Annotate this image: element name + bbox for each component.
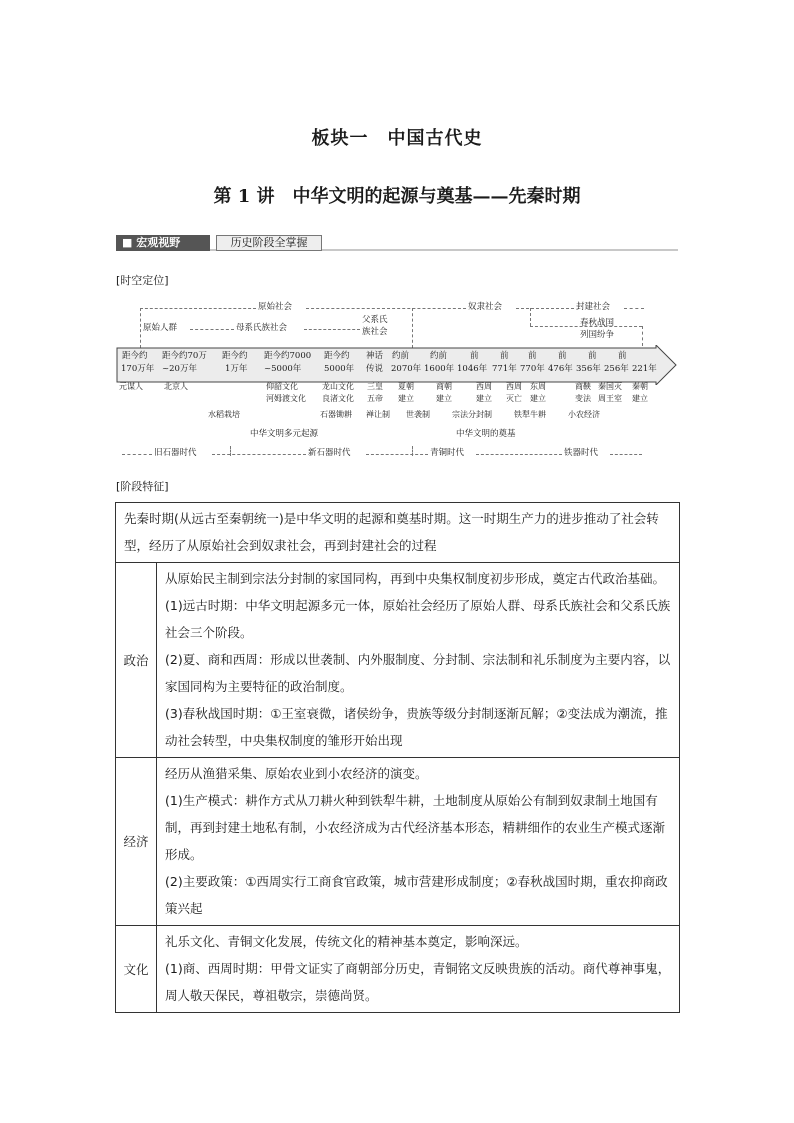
society-primitive: 原始社会 bbox=[258, 302, 293, 312]
society-patriarchal-1: 父系氏 bbox=[362, 315, 388, 325]
table-row bbox=[116, 758, 680, 926]
event-label: 灭亡 bbox=[506, 394, 522, 403]
economy-para: (1)生产模式：耕作方式从刀耕火种到铁犁牛耕，土地制度从原始公有制到奴隶制土地国有制，再到封建土地私有制，小农经济成为古代经济基本形态，精耕细作的农业生产模式逐渐形成。 bbox=[165, 793, 666, 862]
era-bronze: 青铜时代 bbox=[430, 448, 465, 458]
event-label: 建立 bbox=[436, 394, 452, 403]
event-label: 商朝 bbox=[436, 382, 452, 391]
arrow-top-label: 神话 bbox=[366, 351, 384, 361]
table-row bbox=[116, 926, 680, 1013]
section-label: 历史阶段全掌握 bbox=[216, 235, 322, 251]
arrow-top-label: 距今约 bbox=[122, 351, 148, 361]
arrow-top-label: 前 bbox=[558, 351, 567, 361]
arrow-bottom-label: 1046年 bbox=[457, 364, 488, 374]
event-label: 良渚文化 bbox=[322, 394, 354, 403]
arrow-top-label: 约前 bbox=[430, 351, 448, 361]
era-paleolithic: 旧石器时代 bbox=[154, 448, 197, 458]
row-label-culture: 文化 bbox=[116, 926, 157, 1013]
politics-para: 从原始民主制到宗法分封制的家国同构，再到中央集权制度初步形成，奠定古代政治基础。 bbox=[165, 571, 666, 586]
event-label: 建立 bbox=[476, 394, 492, 403]
arrow-top-label: 前 bbox=[588, 351, 597, 361]
section-tag: ■ 宏观视野 bbox=[116, 235, 210, 251]
event-label: 宗法分封制 bbox=[452, 410, 492, 419]
event-label: 夏朝 bbox=[398, 382, 414, 391]
event-label: 五帝 bbox=[367, 394, 383, 403]
event-label: 建立 bbox=[398, 394, 414, 403]
arrow-top-label: 距今约7000 bbox=[264, 351, 312, 361]
features-heading: [阶段特征] bbox=[116, 480, 169, 493]
arrow-bottom-label: 356年 bbox=[576, 364, 601, 374]
civ-foundation: 中华文明的奠基 bbox=[456, 429, 516, 439]
row-label-politics: 政治 bbox=[116, 563, 157, 758]
event-label: 小农经济 bbox=[568, 410, 600, 419]
politics-para: (3)春秋战国时期：①王室衰微，诸侯纷争，贵族等级分封制逐渐瓦解；②变法成为潮流，推动社会转型，中央集权制度的雏形开始出现 bbox=[165, 706, 668, 748]
intro-cell bbox=[116, 503, 680, 563]
politics-para: (2)夏、商和西周：形成以世袭制、内外服制度、分封制、宗法制和礼乐制度为主要内容，以家国同构为主要特征的政治制度。 bbox=[165, 652, 671, 694]
event-label: 北京人 bbox=[164, 382, 188, 391]
intro-text: 先秦时期(从远古至秦朝统一)是中华文明的起源和奠基时期。这一时期生产力的进步推动了社会转型，经历了从原始社会到奴隶社会，再到封建社会的过程 bbox=[124, 511, 659, 553]
arrow-bottom-label: 256年 bbox=[604, 364, 629, 374]
economy-para: (2)主要政策：①西周实行工商食官政策，城市营建形成制度；②春秋战国时期，重农抑商政策兴起 bbox=[165, 874, 668, 916]
event-label: 三皇 bbox=[367, 382, 383, 391]
event-label: 变法 bbox=[575, 394, 591, 403]
culture-para: 礼乐文化、青铜文化发展，传统文化的精神基本奠定，影响深远。 bbox=[165, 934, 528, 949]
arrow-top-label: 距今约 bbox=[222, 351, 248, 361]
arrow-top-label: 前 bbox=[470, 351, 479, 361]
event-label: 铁犁牛耕 bbox=[514, 410, 546, 419]
economy-cell bbox=[157, 758, 680, 926]
arrow-top-label: 距今约70万 bbox=[162, 351, 207, 361]
event-label: 仰韶文化 bbox=[266, 382, 298, 391]
event-label: 西周 bbox=[506, 382, 522, 391]
timeline-heading: [时空定位] bbox=[116, 274, 169, 287]
arrow-bottom-label: 221年 bbox=[632, 364, 657, 374]
event-label: 商鞅 bbox=[575, 382, 591, 391]
arrow-top-label: 距今约 bbox=[324, 351, 350, 361]
arrow-top-label: 前 bbox=[500, 351, 509, 361]
politics-para: (1)远古时期：中华文明起源多元一体，原始社会经历了原始人群、母系氏族社会和父系氏族社会三个阶段。 bbox=[165, 598, 671, 640]
arrow-bottom-label: 1600年 bbox=[424, 364, 455, 374]
arrow-bottom-label: 1万年 bbox=[225, 364, 248, 374]
event-label: 元谋人 bbox=[119, 382, 143, 391]
era-neolithic: 新石器时代 bbox=[308, 448, 351, 458]
event-label: 禅让制 bbox=[366, 410, 390, 419]
politics-cell bbox=[157, 563, 680, 758]
society-feudal: 封建社会 bbox=[576, 302, 611, 312]
culture-para: (1)商、西周时期：甲骨文证实了商朝部分历史，青铜铭文反映贵族的活动。商代尊神事鬼，周人敬天保民，尊祖敬宗，崇德尚贤。 bbox=[165, 961, 671, 1003]
arrow-bottom-label: 2070年 bbox=[391, 364, 422, 374]
event-label: 建立 bbox=[632, 394, 648, 403]
table-row bbox=[116, 503, 680, 563]
event-label: 东周 bbox=[530, 382, 546, 391]
economy-para: 经历从渔猎采集、原始农业到小农经济的演变。 bbox=[165, 766, 428, 781]
society-patriarchal-2: 族社会 bbox=[362, 327, 388, 337]
society-slave: 奴隶社会 bbox=[468, 302, 503, 312]
society-matriarchal: 母系氏族社会 bbox=[236, 323, 288, 333]
arrow-bottom-label: 770年 bbox=[520, 364, 545, 374]
era-iron: 铁器时代 bbox=[564, 448, 599, 458]
event-label: 石器锄耕 bbox=[320, 410, 352, 419]
event-label: 世袭制 bbox=[406, 410, 430, 419]
arrow-bottom-label: 476年 bbox=[548, 364, 573, 374]
event-label: 水稻栽培 bbox=[208, 410, 240, 419]
spring-autumn-1: 春秋战国 bbox=[580, 318, 615, 328]
arrow-bottom-label: 传说 bbox=[366, 364, 384, 374]
civ-origin: 中华文明多元起源 bbox=[250, 429, 319, 439]
event-label: 龙山文化 bbox=[322, 382, 354, 391]
event-label: 秦国灭 bbox=[598, 382, 622, 391]
part-title: 板块一 中国古代史 bbox=[311, 128, 483, 149]
arrow-top-label: 前 bbox=[618, 351, 627, 361]
features-table bbox=[115, 502, 680, 1013]
spring-autumn-2: 列国纷争 bbox=[580, 330, 615, 340]
row-label-economy: 经济 bbox=[116, 758, 157, 926]
arrow-bottom-label: 170万年 bbox=[121, 364, 155, 374]
arrow-bottom-label: ~20万年 bbox=[162, 364, 197, 374]
event-label: 建立 bbox=[530, 394, 546, 403]
arrow-bottom-label: ~5000年 bbox=[264, 364, 302, 374]
arrow-bottom-label: 771年 bbox=[492, 364, 517, 374]
arrow-bottom-label: 5000年 bbox=[324, 364, 355, 374]
event-label: 西周 bbox=[476, 382, 492, 391]
event-label: 周王室 bbox=[598, 394, 622, 403]
culture-cell bbox=[157, 926, 680, 1013]
event-label: 河姆渡文化 bbox=[266, 394, 306, 403]
lecture-title: 第 1 讲 中华文明的起源与奠基——先秦时期 bbox=[213, 186, 581, 207]
society-primitive-horde: 原始人群 bbox=[143, 323, 178, 333]
event-label: 秦朝 bbox=[632, 382, 648, 391]
arrow-top-label: 前 bbox=[528, 351, 537, 361]
table-row bbox=[116, 563, 680, 758]
arrow-top-label: 约前 bbox=[392, 351, 410, 361]
